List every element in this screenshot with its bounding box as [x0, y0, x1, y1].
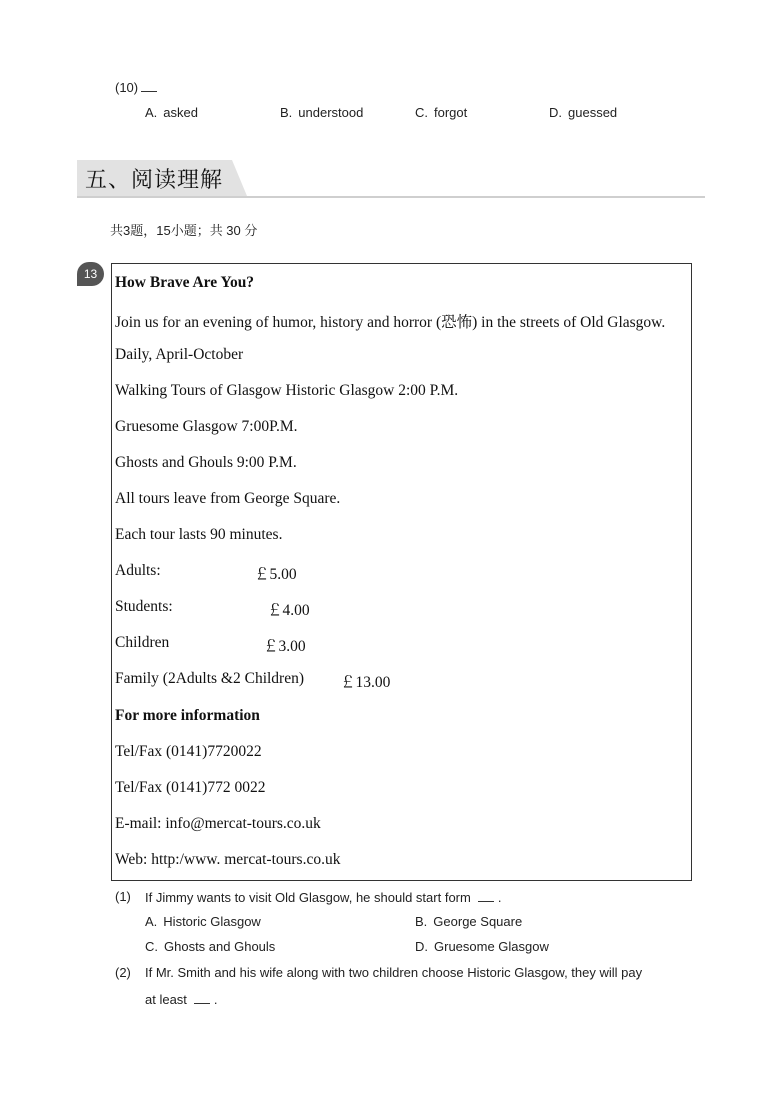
option-text: guessed	[568, 105, 618, 120]
price-label: Children	[115, 634, 170, 651]
option-a[interactable]	[145, 105, 198, 120]
option-letter: A.	[145, 914, 158, 929]
answer-blank	[141, 79, 157, 92]
option-text: George Square	[433, 914, 523, 929]
price-value: ￡13.00	[340, 674, 391, 691]
tour-line: Walking Tours of Glasgow Historic Glasgow 2:00 P.M.	[115, 382, 459, 399]
question-2-text-cont	[145, 991, 218, 1007]
option-text: asked	[163, 105, 198, 120]
question-2-text: If Mr. Smith and his wife along with two children choose Historic Glasgow, they will pay	[145, 965, 643, 980]
price-label: Students:	[115, 598, 173, 615]
section-title: 五、阅读理解	[85, 168, 224, 193]
question-number: (10)	[115, 80, 139, 95]
option-c[interactable]	[145, 939, 275, 954]
option-letter: A.	[145, 105, 158, 120]
price-label: Adults:	[115, 562, 161, 579]
price-value: ￡3.00	[263, 638, 306, 655]
option-text: forgot	[434, 105, 468, 120]
contact-line: Tel/Fax (0141)7720022	[115, 743, 262, 760]
passage-intro: Join us for an evening of humor, history and horror (恐怖) in the streets of Old Glasgow.	[115, 314, 666, 331]
price-label: Family (2Adults &2 Children)	[115, 670, 305, 687]
option-a[interactable]	[145, 914, 261, 929]
option-text: Ghosts and Ghouls	[164, 939, 276, 954]
option-text: Gruesome Glasgow	[434, 939, 549, 954]
passage-duration: Each tour lasts 90 minutes.	[115, 526, 283, 543]
tour-line: Ghosts and Ghouls 9:00 P.M.	[115, 454, 297, 471]
question-end: .	[213, 992, 218, 1007]
option-letter: D.	[549, 105, 562, 120]
option-letter: C.	[415, 105, 428, 120]
section-header	[77, 160, 705, 198]
price-value: ￡4.00	[267, 602, 310, 619]
passage-depart: All tours leave from George Square.	[115, 490, 341, 507]
option-c[interactable]	[415, 105, 467, 120]
contact-line: Tel/Fax (0141)772 0022	[115, 779, 266, 796]
passage-season: Daily, April-October	[115, 346, 244, 363]
question-10-number	[115, 79, 157, 95]
question-number-badge: 13	[77, 262, 104, 286]
passage-title: How Brave Are You?	[115, 274, 255, 291]
question-1-number: (1)	[115, 889, 131, 904]
option-d[interactable]	[415, 939, 549, 954]
contact-line: E-mail: info@mercat-tours.co.uk	[115, 815, 321, 832]
option-letter: C.	[145, 939, 158, 954]
section-meta: 共3题，15小题；共 30 分	[110, 223, 258, 238]
option-letter: B.	[415, 914, 428, 929]
answer-blank	[194, 991, 210, 1004]
question-2-number: (2)	[115, 965, 131, 980]
option-text: understood	[298, 105, 364, 120]
option-text: Historic Glasgow	[163, 914, 261, 929]
section-divider	[77, 196, 705, 198]
tour-line: Gruesome Glasgow 7:00P.M.	[115, 418, 298, 435]
price-value: ￡5.00	[254, 566, 297, 583]
question-1-text	[145, 889, 501, 905]
info-heading: For more information	[115, 707, 260, 724]
contact-line: Web: http:/www. mercat-tours.co.uk	[115, 851, 341, 868]
option-d[interactable]	[549, 105, 617, 120]
question-end: .	[497, 890, 502, 905]
question-text: If Jimmy wants to visit Old Glasgow, he should start form	[145, 890, 471, 905]
option-b[interactable]	[280, 105, 363, 120]
question-text: at least	[145, 992, 187, 1007]
option-letter: D.	[415, 939, 428, 954]
passage-box	[111, 263, 692, 881]
answer-blank	[478, 889, 494, 902]
option-b[interactable]	[415, 914, 522, 929]
option-letter: B.	[280, 105, 293, 120]
